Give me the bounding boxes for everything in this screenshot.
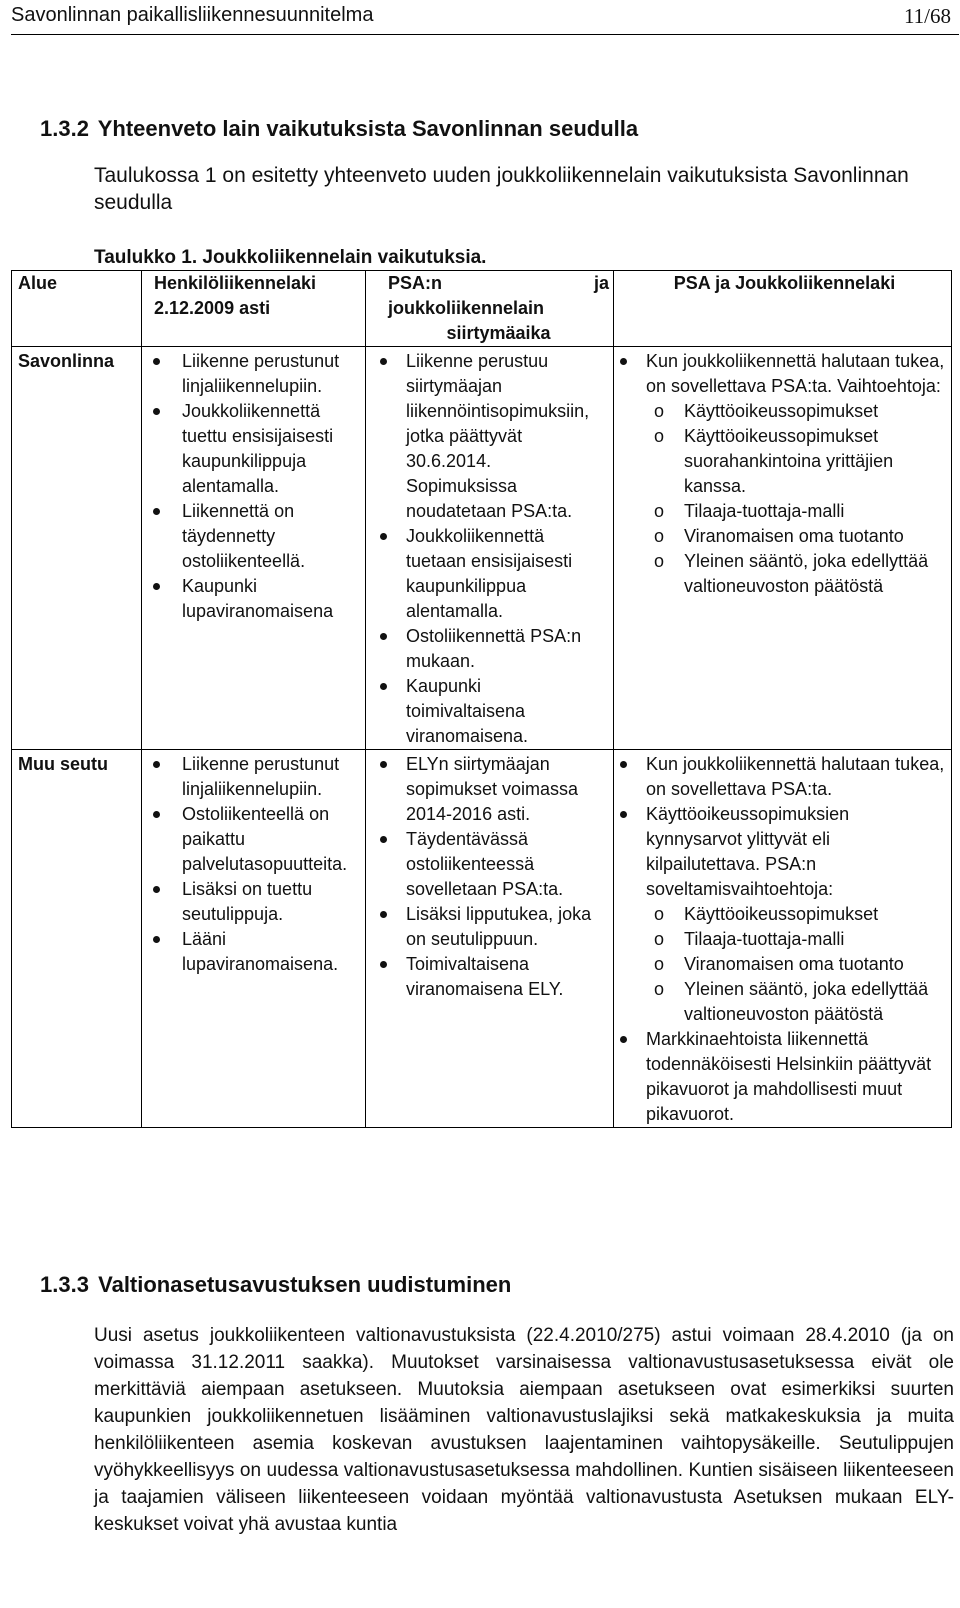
psa-cell	[614, 750, 952, 1128]
sub-list-item: o Tilaaja-tuottaja-malli	[646, 927, 945, 952]
list-item: Toimivaltaisena viranomaisena ELY.	[366, 952, 605, 1002]
body-paragraph: Uusi asetus joukkoliikenteen valtionavustuksista (22.4.2010/275) astui voimaan 28.4.2010 (ja on voimassa 31.12.2011 saakka). Muutokset varsinaisessa valtionavustusasetuksessa eivät ole merkittäviä aiempaan asetukseen. Muutoksia aiempaan asetukseen ovat esimerkiksi suurten kaupunkien joukkoliikennetuen lisääminen valtionavustuslajiksi sekä matkakeskuksia ja muita henkilöliikenteen asemia koskevan avustuksen laajentaminen vaihtopysäkeille. Seutulippujen vyöhykkeellisyys on uudessa valtionavustusasetuksessa mahdollinen. Kuntien sisäiseen liikenteeseen ja taajamien väliseen liikenteeseen voidaan myöntää valtionavustusta Asetuksen mukaan ELY-keskukset voivat yhä avustaa kuntia	[94, 1325, 954, 1535]
table-caption: Taulukko 1. Joukkoliikennelain vaikutuksia.	[94, 247, 487, 268]
document-title: Savonlinnan paikallisliikennesuunnitelma	[11, 4, 374, 26]
effects-table	[11, 270, 952, 1128]
list-item: Kun joukkoliikennettä halutaan tukea, on sovellettava PSA:ta.	[614, 752, 945, 802]
list-item: Liikenne perustunut linjaliikennelupiin.	[142, 752, 355, 802]
transition-cell	[366, 750, 614, 1128]
subsection-heading	[40, 1272, 511, 1298]
table-header-row	[12, 271, 952, 347]
table-row	[12, 347, 952, 750]
header-personal-traffic-law: Henkilöliikennelaki 2.12.2009 asti	[142, 271, 366, 347]
list-item: Lääni lupaviranomaisena.	[142, 927, 355, 977]
page-number: 11/68	[903, 4, 951, 28]
psa-cell	[614, 347, 952, 750]
area-cell: Savonlinna	[12, 347, 142, 750]
list-item: Liikennettä on täydennetty ostoliikenteellä.	[142, 499, 355, 574]
list-item: Liikenne perustunut linjaliikennelupiin.	[142, 349, 355, 399]
list-item: Liikenne perustuu siirtymäajan liikennöintisopimuksiin, jotka päättyvät 30.6.2014. Sopimuksissa noudatetaan PSA:ta.	[366, 349, 605, 524]
personal-cell	[142, 347, 366, 750]
section-heading	[40, 116, 638, 142]
transition-cell	[366, 347, 614, 750]
list-item: ELYn siirtymäajan sopimukset voimassa 2014-2016 asti.	[366, 752, 605, 827]
sub-list-item: o Käyttöoikeussopimukset suorahankintoina yrittäjien kanssa.	[646, 424, 945, 499]
list-item-text: Kun joukkoliikennettä halutaan tukea, on sovellettava PSA:ta. Vaihtoehtoja:	[646, 351, 945, 396]
sub-list-item: o Tilaaja-tuottaja-malli	[646, 499, 945, 524]
section-number: 1.3.2	[40, 116, 89, 141]
sub-list-item: o Yleinen sääntö, joka edellyttää valtioneuvoston päätöstä	[646, 977, 945, 1027]
list-item-text: Käyttöoikeussopimuksien kynnysarvot ylittyvät eli kilpailutettava. PSA:n soveltamisvaihtoehtoja:	[646, 804, 850, 899]
running-header	[11, 4, 959, 35]
list-item: Lisäksi lipputukea, joka on seutulippuun.	[366, 902, 605, 952]
list-item: Markkinaehtoista liikennettä todennäköisesti Helsinkiin päättyvät pikavuorot ja mahdollisesti muut pikavuorot.	[614, 1027, 945, 1127]
sub-list-item: o Käyttöoikeussopimukset	[646, 399, 945, 424]
header-transition-period: PSA:n ja joukkoliikennelain siirtymäaika	[366, 271, 614, 347]
personal-cell	[142, 750, 366, 1128]
sub-list-item: o Käyttöoikeussopimukset	[646, 902, 945, 927]
table-row	[12, 750, 952, 1128]
list-item: Ostoliikenteellä on paikattu palvelutasopuutteita.	[142, 802, 355, 877]
sub-list-item: o Yleinen sääntö, joka edellyttää valtioneuvoston päätöstä	[646, 549, 945, 599]
list-item: Täydentävässä ostoliikenteessä sovelletaan PSA:ta.	[366, 827, 605, 902]
list-item	[614, 802, 945, 1027]
section-title: Yhteenveto lain vaikutuksista Savonlinnan seudulla	[97, 116, 639, 141]
list-item: Kaupunki lupaviranomaisena	[142, 574, 355, 624]
sub-list-item: o Viranomaisen oma tuotanto	[646, 524, 945, 549]
list-item: Kaupunki toimivaltaisena viranomaisena.	[366, 674, 605, 749]
list-item: Lisäksi on tuettu seutulippuja.	[142, 877, 355, 927]
intro-paragraph: Taulukossa 1 on esitetty yhteenveto uuden joukkoliikennelain vaikutuksista Savonlinnan seudulla	[94, 164, 909, 214]
sub-list-item: o Viranomaisen oma tuotanto	[646, 952, 945, 977]
header-psa-law: PSA ja Joukkoliikennelaki	[614, 271, 952, 347]
list-item: Ostoliikennettä PSA:n mukaan.	[366, 624, 605, 674]
header-area: Alue	[12, 271, 142, 347]
subsection-title: Valtionasetusavustuksen uudistuminen	[98, 1272, 512, 1297]
list-item	[614, 349, 945, 599]
list-item: Joukkoliikennettä tuetaan ensisijaisesti kaupunkilippua alentamalla.	[366, 524, 605, 624]
list-item: Joukkoliikennettä tuettu ensisijaisesti kaupunkilippuja alentamalla.	[142, 399, 355, 499]
area-cell: Muu seutu	[12, 750, 142, 1128]
subsection-number: 1.3.3	[40, 1272, 89, 1297]
